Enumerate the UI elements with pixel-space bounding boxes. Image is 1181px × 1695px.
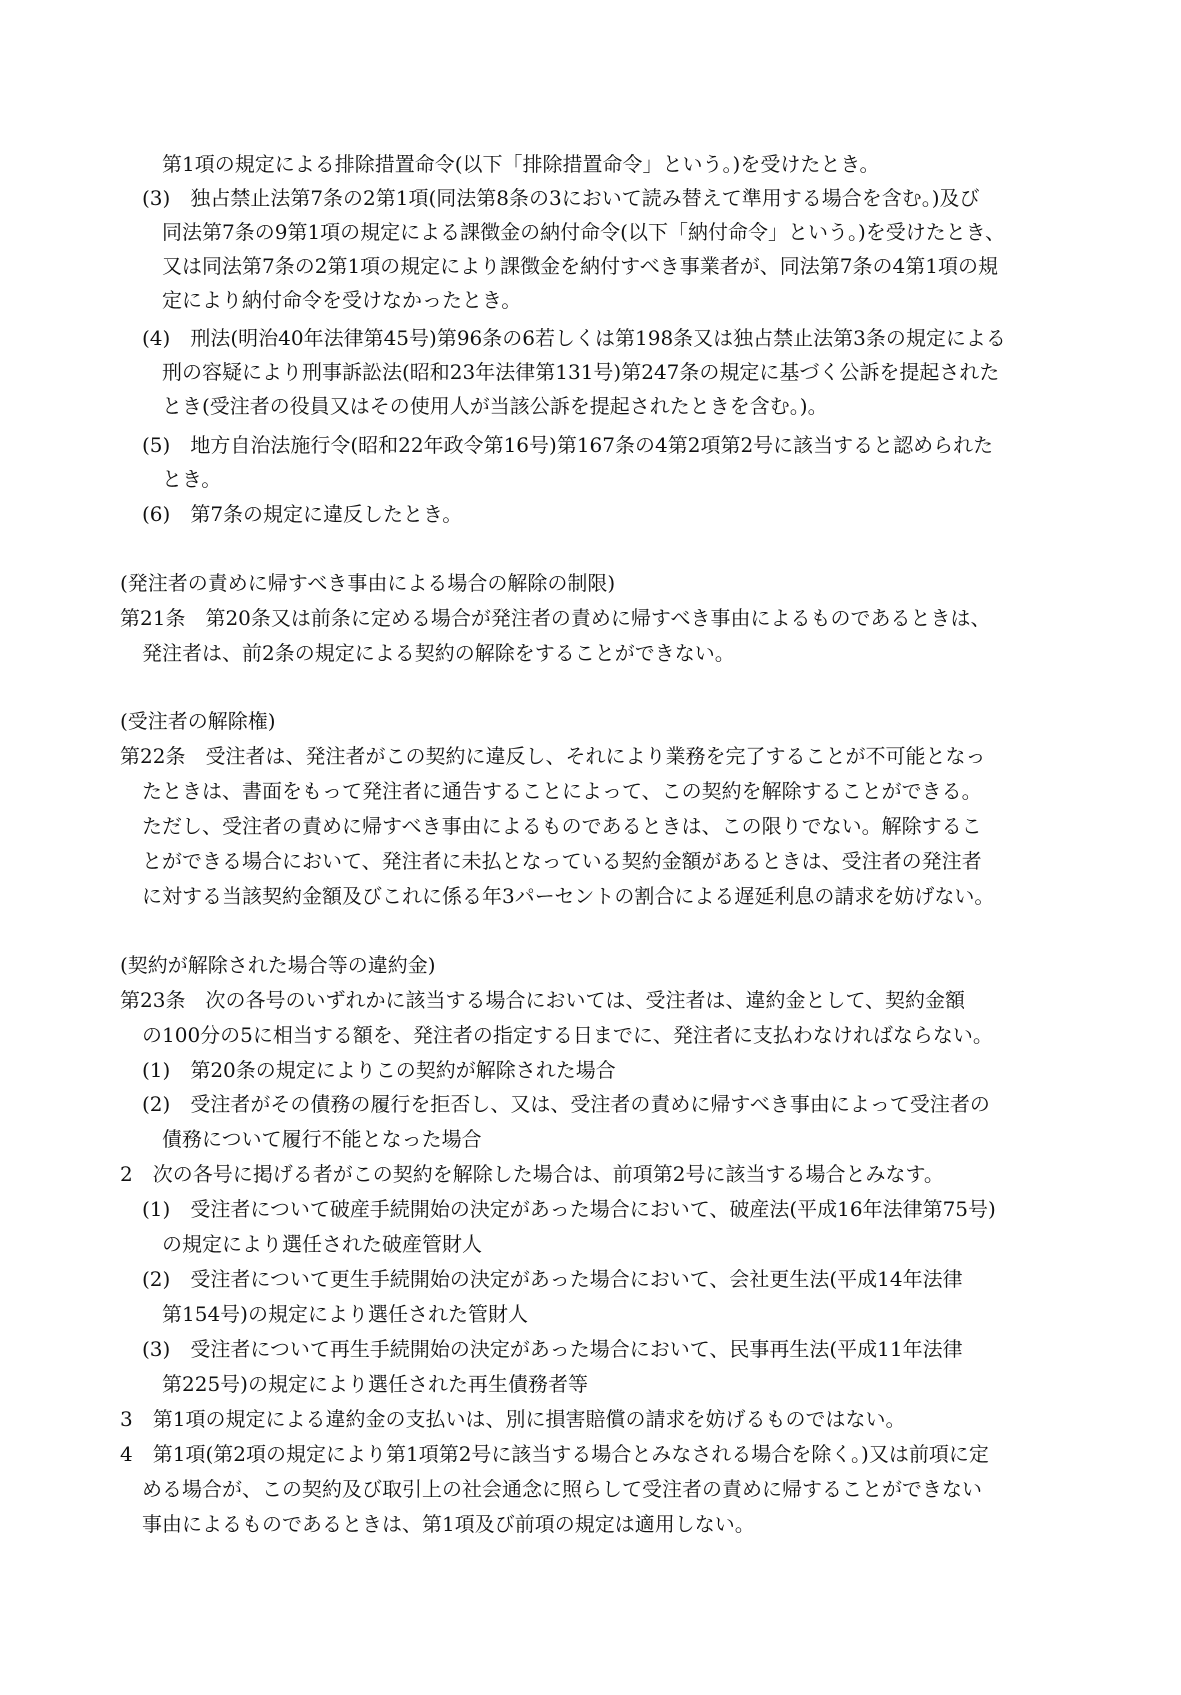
article-23-line: 第23条 次の各号のいずれかに該当する場合においては、受注者は、違約金として、契約金額 bbox=[120, 988, 966, 1012]
text-line: 第154号)の規定により選任された管財人 bbox=[162, 1302, 528, 1326]
text-line: 同法第7条の9第1項の規定による課徴金の納付命令(以下「納付命令」という。)を受けたとき、 bbox=[162, 220, 1005, 244]
text-line: の100分の5に相当する額を、発注者の指定する日までに、発注者に支払わなければならない。 bbox=[142, 1023, 993, 1047]
item-2-line: (2) 受注者について更生手続開始の決定があった場合において、会社更生法(平成14年法律 bbox=[142, 1267, 963, 1291]
paragraph-4-line: 4 第1項(第2項の規定により第1項第2号に該当する場合とみなされる場合を除く。)又は前項に定 bbox=[120, 1442, 989, 1466]
text-line: 債務について履行不能となった場合 bbox=[162, 1127, 482, 1151]
text-line: とができる場合において、発注者に未払となっている契約金額があるときは、受注者の発注者 bbox=[142, 849, 982, 873]
article-22-heading: (受注者の解除権) bbox=[120, 709, 276, 733]
text-line: 定により納付命令を受けなかったとき。 bbox=[162, 288, 522, 312]
text-line: 又は同法第7条の2第1項の規定により課徴金を納付すべき事業者が、同法第7条の4第1項の規 bbox=[162, 254, 998, 278]
text-line: とき。 bbox=[162, 467, 222, 491]
text-line: 発注者は、前2条の規定による契約の解除をすることができない。 bbox=[142, 641, 735, 665]
article-21-line: 第21条 第20条又は前条に定める場合が発注者の責めに帰すべき事由によるものであるときは、 bbox=[120, 606, 991, 630]
text-line: に対する当該契約金額及びこれに係る年3パーセントの割合による遅延利息の請求を妨げない。 bbox=[142, 884, 995, 908]
text-line: 事由によるものであるときは、第1項及び前項の規定は適用しない。 bbox=[142, 1512, 755, 1536]
item-1-line: (1) 受注者について破産手続開始の決定があった場合において、破産法(平成16年法律第75号) bbox=[142, 1197, 996, 1221]
text-line: たときは、書面をもって発注者に通告することによって、この契約を解除することができる。 bbox=[142, 779, 982, 803]
article-21-heading: (発注者の責めに帰すべき事由による場合の解除の制限) bbox=[120, 571, 616, 595]
paragraph-3-line: 3 第1項の規定による違約金の支払いは、別に損害賠償の請求を妨げるものではない。 bbox=[120, 1407, 906, 1431]
item-6-line: (6) 第7条の規定に違反したとき。 bbox=[142, 502, 463, 526]
text-line: める場合が、この契約及び取引上の社会通念に照らして受注者の責めに帰することができない bbox=[142, 1477, 982, 1501]
item-3-line: (3) 受注者について再生手続開始の決定があった場合において、民事再生法(平成11年法律 bbox=[142, 1337, 963, 1361]
text-line: 第225号)の規定により選任された再生債務者等 bbox=[162, 1372, 588, 1396]
article-23-heading: (契約が解除された場合等の違約金) bbox=[120, 953, 436, 977]
text-line: の規定により選任された破産管財人 bbox=[162, 1232, 482, 1256]
item-1-line: (1) 第20条の規定によりこの契約が解除された場合 bbox=[142, 1058, 616, 1082]
item-2-line: (2) 受注者がその債務の履行を拒否し、又は、受注者の責めに帰すべき事由によって受注者の bbox=[142, 1092, 990, 1116]
item-5-line: (5) 地方自治法施行令(昭和22年政令第16号)第167条の4第2項第2号に該当すると認められた bbox=[142, 433, 994, 457]
text-line: ただし、受注者の責めに帰すべき事由によるものであるときは、この限りでない。解除するこ bbox=[142, 814, 982, 838]
text-line: 第1項の規定による排除措置命令(以下「排除措置命令」という。)を受けたとき。 bbox=[162, 152, 880, 176]
article-22-line: 第22条 受注者は、発注者がこの契約に違反し、それにより業務を完了することが不可能となっ bbox=[120, 744, 986, 768]
item-4-line: (4) 刑法(明治40年法律第45号)第96条の6若しくは第198条又は独占禁止法第3条の規定による bbox=[142, 326, 1006, 350]
paragraph-2-line: 2 次の各号に掲げる者がこの契約を解除した場合は、前項第2号に該当する場合とみなす。 bbox=[120, 1162, 944, 1186]
item-3-line: (3) 独占禁止法第7条の2第1項(同法第8条の3において読み替えて準用する場合を含む。)及び bbox=[142, 186, 980, 210]
text-line: 刑の容疑により刑事訴訟法(昭和23年法律第131号)第247条の規定に基づく公訴を提起された bbox=[162, 360, 1000, 384]
text-line: とき(受注者の役員又はその使用人が当該公訴を提起されたときを含む。)。 bbox=[162, 394, 828, 418]
